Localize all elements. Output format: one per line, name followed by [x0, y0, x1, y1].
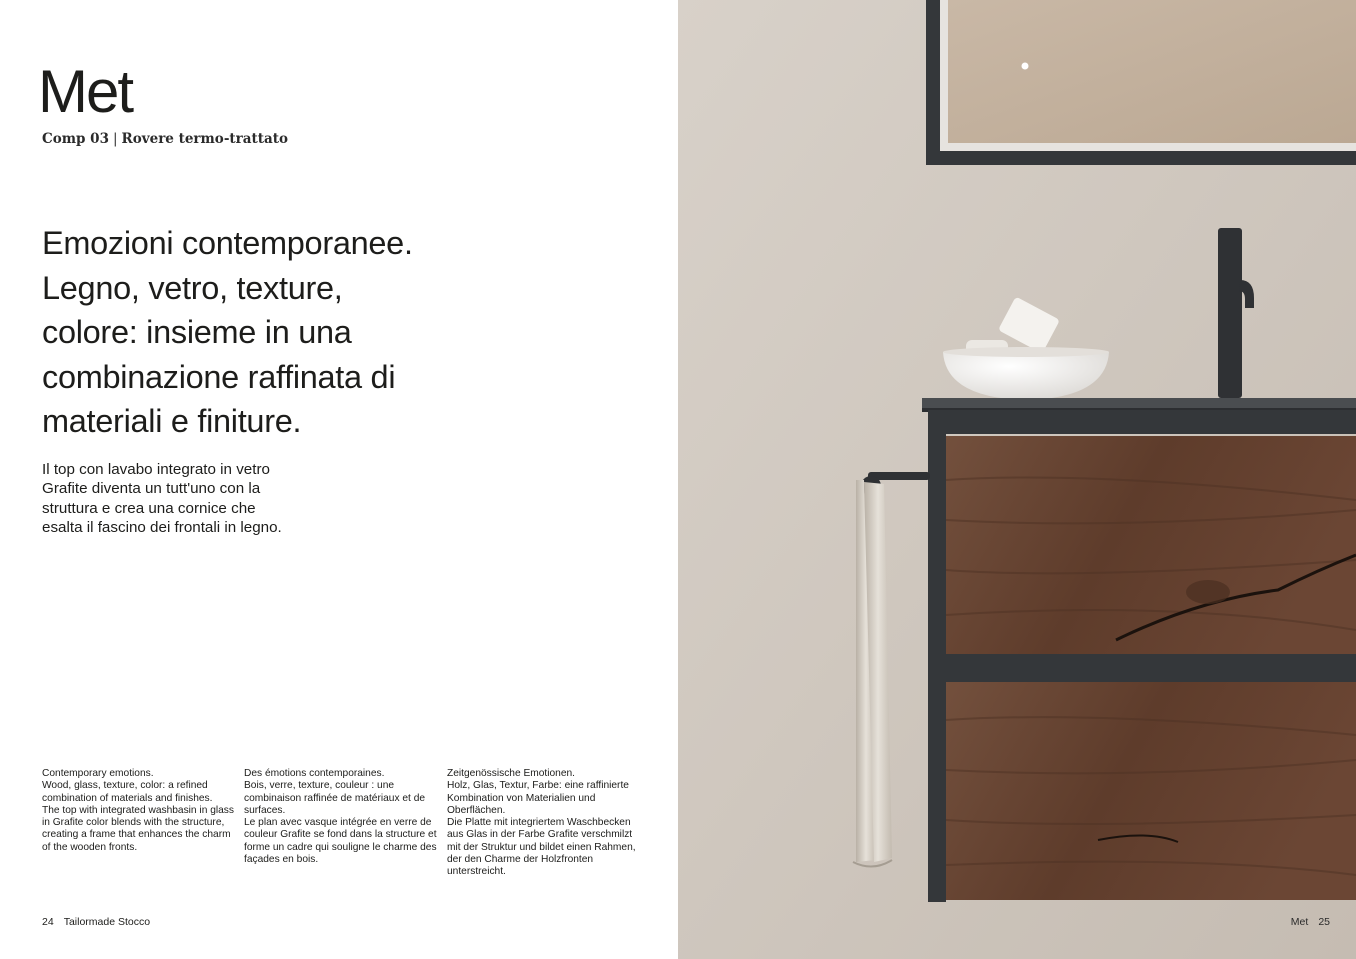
upper-drawer — [946, 436, 1356, 654]
page-title: Met — [38, 58, 133, 125]
headline-line: Legno, vetro, texture, — [42, 269, 343, 306]
right-page — [678, 0, 1356, 959]
body-line: Grafite diventa un tutt'uno con la — [42, 480, 261, 498]
translation-line: couleur Grafite se fond dans la structure et — [244, 829, 437, 841]
mirror-light-dot — [1022, 63, 1029, 70]
translation-line: mit der Struktur und bildet einen Rahmen, — [447, 841, 636, 853]
translation-line: Le plan avec vasque intégrée en verre de — [244, 817, 432, 829]
page-footer-right — [1291, 916, 1330, 928]
translation-line: surfaces. — [244, 804, 286, 816]
translation-line: creating a frame that enhances the charm — [42, 829, 231, 841]
translation-line: Die Platte mit integriertem Waschbecken — [447, 817, 631, 829]
body-line: esalta il fascino dei frontali in legno. — [42, 518, 282, 536]
translation-line: unterstreicht. — [447, 866, 506, 878]
translation-line: The top with integrated washbasin in glass — [42, 804, 234, 816]
page-number: 25 — [1318, 916, 1330, 928]
translation-line: of the wooden fronts. — [42, 841, 138, 853]
vanity-top — [922, 398, 1356, 408]
translation-line: Wood, glass, texture, color: a refined — [42, 780, 208, 792]
translation-line: combination of materials and finishes. — [42, 792, 213, 804]
translation-line: Kombination von Materialien und — [447, 792, 596, 804]
translation-english — [42, 768, 238, 854]
translation-line: Bois, verre, texture, couleur : une — [244, 780, 395, 792]
translation-line: Oberflächen. — [447, 804, 506, 816]
translation-line: Holz, Glas, Textur, Farbe: eine raffinierte — [447, 780, 629, 792]
brand-name: Tailormade Stocco — [63, 916, 151, 928]
headline — [42, 221, 502, 444]
translation-line: Zeitgenössische Emotionen. — [447, 768, 575, 779]
bathroom-photo — [678, 0, 1356, 959]
translation-line: aus Glas in der Farbe Grafite verschmilzt — [447, 829, 633, 841]
headline-line: combinazione raffinata di — [42, 358, 396, 395]
lower-drawer — [946, 682, 1356, 900]
section-name: Met — [1290, 916, 1309, 928]
translation-line: forme un cadre qui souligne le charme des — [244, 841, 437, 853]
mirror — [926, 0, 1356, 165]
body-line: Il top con lavabo integrato in vetro — [42, 461, 270, 478]
headline-line: Emozioni contemporanee. — [42, 225, 413, 261]
translation-line: Des émotions contemporaines. — [244, 768, 385, 779]
page-footer-left — [42, 916, 150, 928]
finish-name: Rovere termo-trattato — [121, 131, 288, 147]
body-italian — [42, 460, 342, 537]
page-number: 24 — [42, 916, 54, 928]
translation-line: façades en bois. — [244, 854, 319, 866]
translation-french — [244, 768, 440, 866]
subtitle-separator: | — [112, 131, 118, 147]
translation-line: Contemporary emotions. — [42, 768, 154, 779]
composition-subtitle — [42, 131, 288, 147]
body-line: struttura e crea una cornice che — [42, 499, 256, 517]
composition-number: Comp 03 — [42, 131, 109, 147]
headline-line: colore: insieme in una — [42, 314, 352, 350]
translation-line: combinaison raffinée de matériaux et de — [244, 792, 426, 804]
translation-line: der den Charme der Holzfronten — [447, 854, 594, 866]
headline-line: materiali e finiture. — [42, 403, 302, 439]
translation-line: in Grafite color blends with the structure, — [42, 817, 225, 829]
translation-german — [447, 768, 643, 879]
